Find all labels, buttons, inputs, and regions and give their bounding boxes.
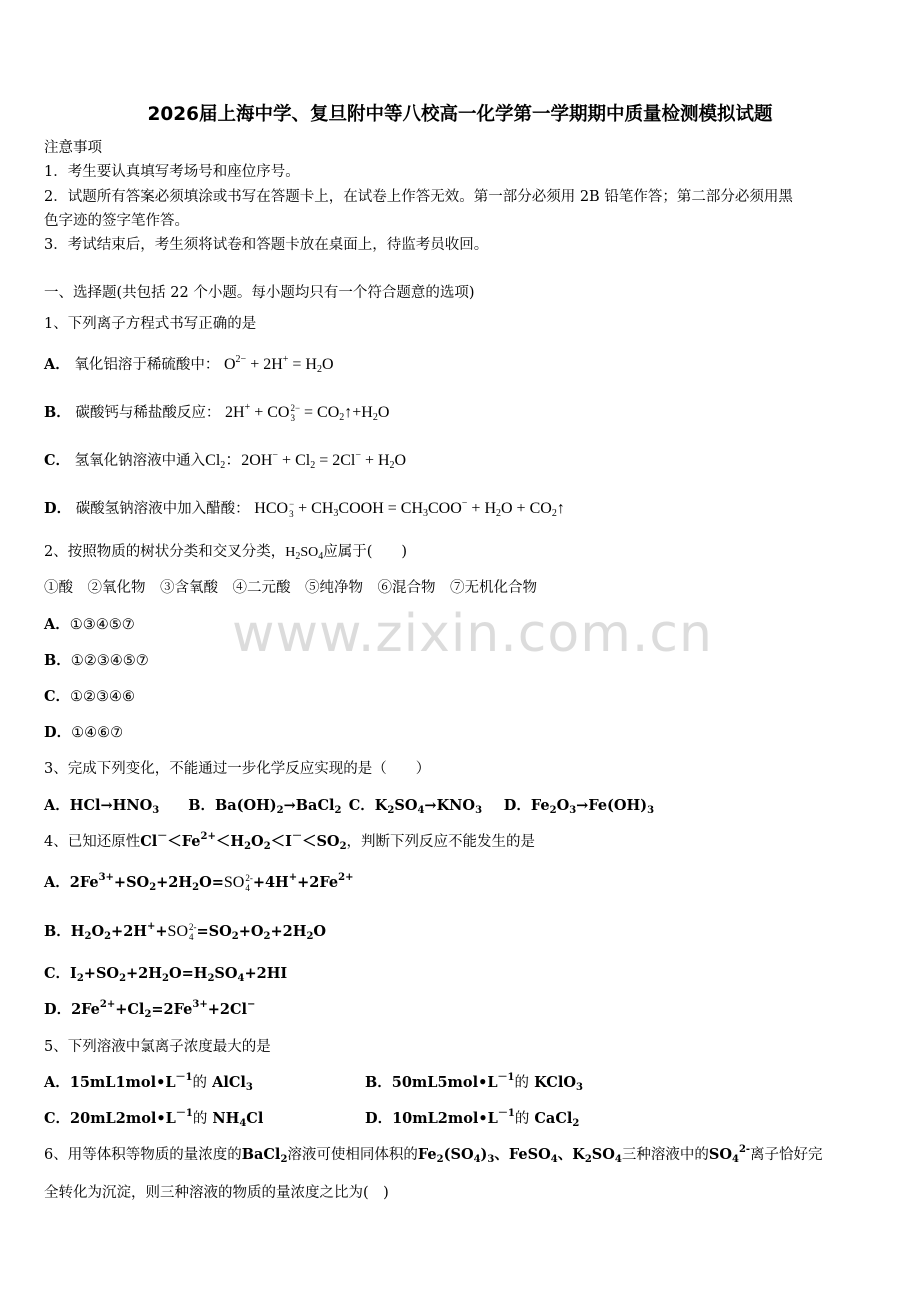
equation: $O^{2-} + 2H^+ = H_2O$ (223, 354, 334, 375)
watermark: www.zixin.com.cn (232, 604, 713, 664)
option-text: 碳酸氢钠溶液中加入醋酸： (75, 501, 250, 517)
option-label: B． (44, 404, 71, 421)
q5-option-b[interactable]: B．$50mL5mol•L^{-1}$的 KClO$_3$ (365, 1072, 583, 1093)
option-label: C． (44, 452, 71, 469)
equation: $Cl_2$：$2OH^- + Cl_2 = 2Cl^- + H_2O$ (205, 450, 407, 471)
q5-stem: 5、下列溶液中氯离子浓度最大的是 (44, 1039, 271, 1055)
option-text: 氧化铝溶于稀硫酸中： (74, 357, 220, 373)
option-label: A． (44, 616, 70, 633)
section-heading: 一、选择题(共包括 22 个小题。每小题均只有一个符合题意的选项) (44, 285, 475, 301)
option-text: ①②③④⑤⑦ (70, 653, 149, 669)
q1-stem: 1、下列离子方程式书写正确的是 (44, 316, 257, 332)
q2-items: ①酸 ②氧化物 ③含氧酸 ④二元酸 ⑤纯净物 ⑥混合物 ⑦无机化合物 (44, 580, 537, 596)
q4-option-b[interactable]: B．$H_2O_2+2H^++SO$ 2- 4 $=SO_2+O_2+2H_2O$ (44, 921, 327, 943)
q2-option-b[interactable] (44, 651, 149, 671)
q2-option-d[interactable] (44, 723, 123, 743)
q1-option-d[interactable] (44, 499, 565, 519)
option-label: C． (44, 688, 71, 705)
notice-line-2b: 色字迹的签字笔作答。 (44, 213, 189, 229)
q6-stem-line-1: 6、用等体积等物质的量浓度的BaCl$_2$溶液可使相同体积的$Fe_2(SO_4)_3$、FeSO$_4$、$K_2SO_4$三种溶液中的$SO_4^{2-}$离子恰好完 (44, 1144, 823, 1165)
option-label: D． (44, 724, 72, 741)
option-text: ①④⑥⑦ (71, 725, 124, 741)
q4-option-c[interactable]: C．$I_2+SO_2+2H_2O=H_2SO_4+2HI$ (44, 965, 288, 984)
q2-option-c[interactable] (44, 687, 135, 707)
q6-stem-line-2: 全转化为沉淀，则三种溶液的物质的量浓度之比为( ) (44, 1185, 389, 1201)
q4-option-d[interactable]: D．$2Fe^{2+}+Cl_2=2Fe^{3+}+2Cl^-$ (44, 999, 256, 1020)
q4-option-a[interactable]: A．$2Fe^{3+}+SO_2+2H_2O=SO$ 2- 4 $+4H^++2Fe^{2+}$ (44, 872, 354, 894)
notice-line-3: 3．考试结束后，考生须将试卷和答题卡放在桌面上，待监考员收回。 (44, 237, 489, 253)
q5-option-d[interactable]: D．$10mL2mol•L^{-1}$的 CaCl$_2$ (365, 1108, 580, 1129)
notice-line-2a: 2．试题所有答案必须填涂或书写在答题卡上，在试卷上作答无效。第一部分必须用 2B 铅笔作答；第二部分必须用黑 (44, 189, 793, 205)
q1-option-c[interactable] (44, 451, 406, 471)
option-label: D． (44, 500, 72, 517)
q1-option-a[interactable] (44, 355, 334, 375)
equation: 2H+ + CO 2− 3 = $CO_2↑+H_2O$ (224, 402, 390, 424)
q2-stem: 2、按照物质的树状分类和交叉分类，$H_2SO_4$应属于( ) (44, 544, 408, 562)
q4-stem: 4、已知还原性$Cl^-<Fe^{2+}<H_2O_2<I^-<SO_2$，判断下列反应不能发生的是 (44, 831, 536, 852)
q5-option-a[interactable]: A．$15mL1mol•L^{-1}$的 AlCl$_3$ (44, 1072, 253, 1093)
option-text: 氢氧化钠溶液中通入 (74, 453, 206, 469)
option-label: A． (44, 356, 70, 373)
option-label: B． (44, 652, 71, 669)
q2-option-a[interactable] (44, 615, 135, 635)
q1-option-b[interactable] (44, 403, 389, 423)
q3-stem: 3、完成下列变化，不能通过一步化学反应实现的是（ ） (44, 761, 431, 777)
q3-options[interactable]: A．$HCl\to HNO_3$ B．$Ba(OH)_2\to BaCl_2$ C．$K_2SO_4\to KNO_3$ D．$Fe_2O_3\to Fe(OH)_3$ (44, 797, 655, 816)
notice-line-1: 1．考生要认真填写考场号和座位序号。 (44, 164, 300, 180)
option-text: 碳酸钙与稀盐酸反应： (75, 405, 221, 421)
option-text: ①③④⑤⑦ (69, 617, 135, 633)
q5-option-c[interactable]: C．$20mL2mol•L^{-1}$的 $NH_4Cl$ (44, 1108, 264, 1129)
equation: HCO − 3 + $CH_3COOH = CH_3COO^- + H_2O$ + $CO_2↑$ (254, 498, 565, 520)
option-text: ①②③④⑥ (70, 689, 136, 705)
notice-heading: 注意事项 (44, 140, 102, 156)
exam-title: 2026届上海中学、复旦附中等八校高一化学第一学期期中质量检测模拟试题 (147, 104, 773, 125)
